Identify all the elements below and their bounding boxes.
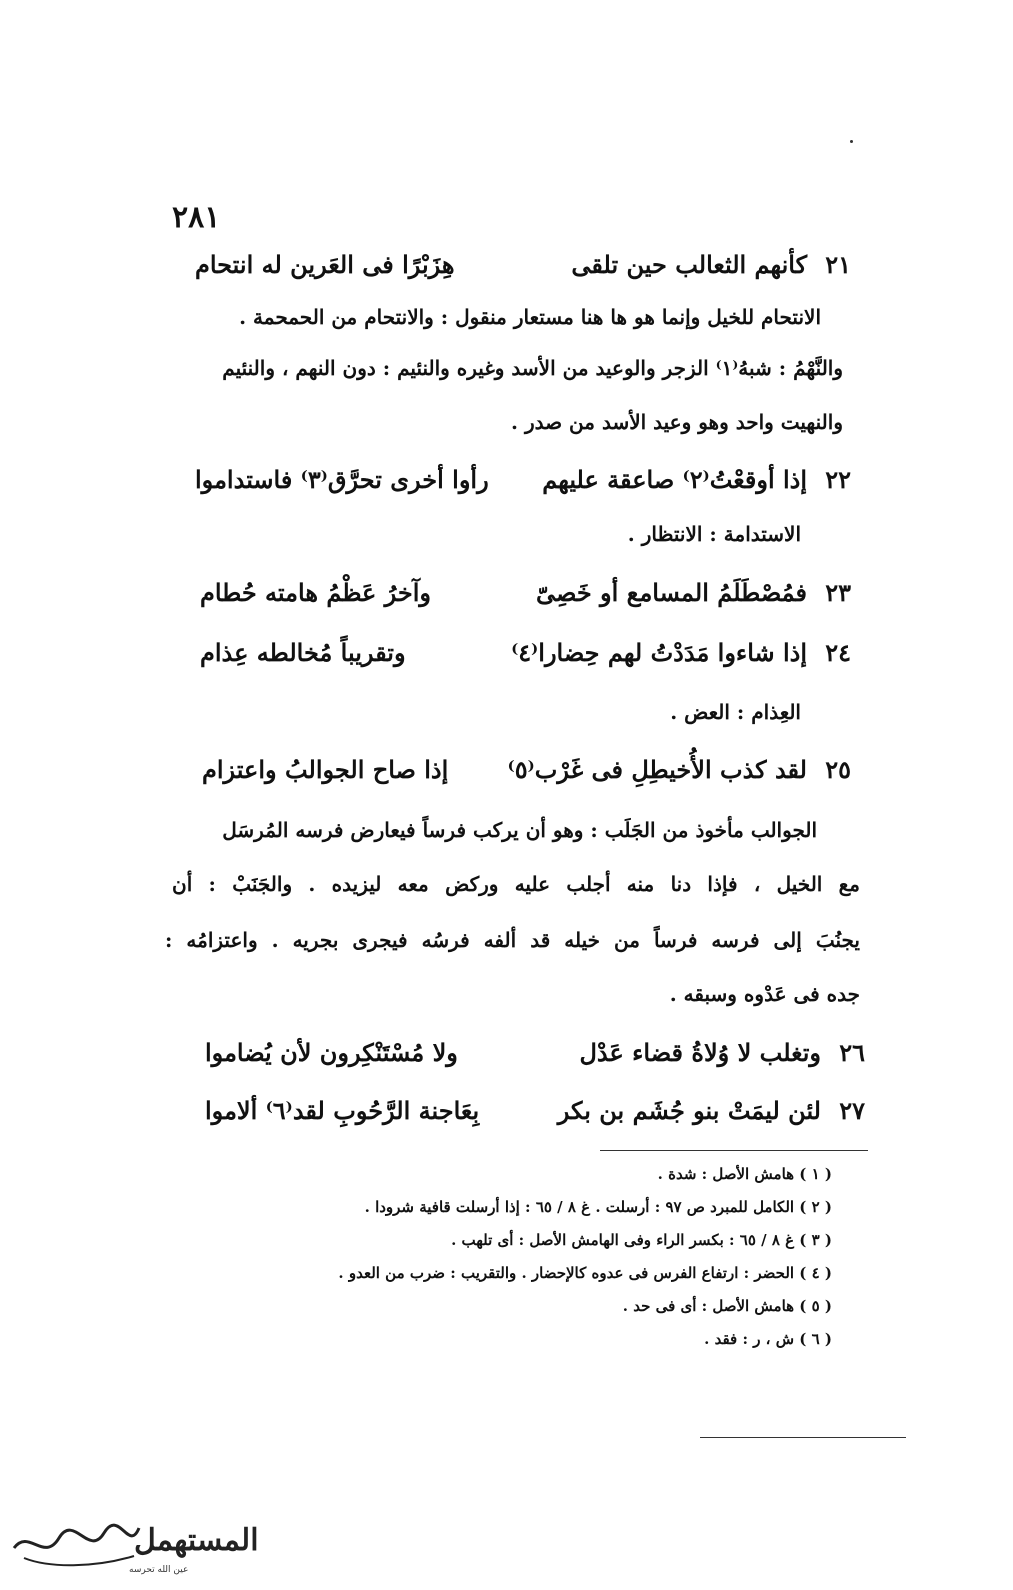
verse-26	[205, 1038, 865, 1072]
commentary-line: الجوالب مأخوذ من الجَلَب : وهو أن يركب فرساً فيعارض فرسه المُرسَل	[222, 818, 817, 842]
verse-hemistich-second: وتقريباً مُخالطه عِذام	[200, 638, 406, 667]
watermark-text: المستهمل	[134, 1523, 259, 1558]
verse-hemistich-first: لقد كذب الأُخيطِلِ فى غَرْب⁽٥⁾	[507, 755, 807, 784]
verse-number: ٢١	[825, 250, 851, 279]
verse-hemistich-second: هِزَبْرًا فى العَرين له انتحام	[195, 250, 455, 279]
verse-hemistich-second: إذا صاح الجوالبُ واعتزام	[202, 755, 449, 784]
verse-21	[195, 250, 851, 284]
commentary-line: الاستدامة : الانتظار .	[627, 522, 801, 546]
footnote: ( ٢ ) الكامل للمبرد ص ٩٧ : أرسلت . غ ٨ / ٦٥ : إذا أرسلت قافية شرودا .	[364, 1198, 832, 1216]
verse-22	[195, 465, 851, 499]
verse-25	[202, 755, 851, 789]
footnote: ( ٥ ) هامش الأصل : أى فى حد .	[622, 1297, 832, 1315]
verse-hemistich-second: بِعَاجنة الرَّحُوبِ لقد⁽٦⁾ ألاموا	[205, 1096, 480, 1125]
verse-hemistich-second: وآخرُ عَظْمُ هامته حُطام	[200, 578, 432, 607]
verse-23	[200, 578, 851, 612]
footnote: ( ٣ ) غ ٨ / ٦٥ : بكسر الراء وفى الهامش الأصل : أى تلهب .	[451, 1231, 832, 1249]
watermark-small-text: عين الله تحرسه	[129, 1565, 189, 1575]
commentary-line: جده فى عَدْوه وسبقه .	[669, 982, 860, 1006]
commentary-line: يجنُبَ إلى فرسه فرساً من خيله قد ألفه فرسُه فيجرى بجريه . واعتزامُه :	[165, 928, 860, 952]
verse-hemistich-second: رأوا أخرى تحرَّق⁽٣⁾ فاستداموا	[195, 465, 489, 494]
verse-24	[200, 638, 851, 672]
commentary-line: مع الخيل ، فإذا دنا منه أجلب عليه وركض معه ليزيده . والجَنَبْ : أن	[172, 872, 860, 896]
footnote: ( ٤ ) الحضر : ارتفاع الفرس فى عدوه كالإحضار . والتقريب : ضرب من العدو .	[338, 1264, 832, 1282]
verse-number: ٢٦	[839, 1038, 865, 1067]
commentary-line: والنهيت واحد وهو وعيد الأسد من صدر .	[511, 410, 843, 434]
verse-hemistich-first: فمُصْطَلَمُ المسامع أو خَصِىّ	[536, 578, 807, 607]
bottom-rule	[700, 1437, 906, 1438]
footnote: ( ٦ ) ش ، ر : فقد .	[704, 1330, 832, 1348]
stray-dot	[850, 140, 853, 143]
verse-number: ٢٣	[825, 578, 851, 607]
watermark-logo	[4, 1488, 259, 1578]
commentary-line: والنَّهْمُ : شبهُ⁽١⁾ الزجر والوعيد من الأسد وغيره والنئيم : دون النهم ، والنئيم	[222, 356, 843, 380]
verse-hemistich-second: ولا مُسْتَنْكِرون لأن يُضاموا	[205, 1038, 458, 1067]
verse-hemistich-first: لئن ليمَتْ بنو جُشَم بن بكر	[557, 1096, 821, 1125]
verse-hemistich-first: وتغلب لا وُلاةُ قضاء عَدْل	[579, 1038, 821, 1067]
footnotes	[160, 1158, 832, 1356]
verse-hemistich-first: كأنهم الثعالب حين تلقى	[571, 250, 807, 279]
footnote: ( ١ ) هامش الأصل : شدة .	[657, 1165, 832, 1183]
verse-hemistich-first: إذا شاءوا مَدَدْتُ لهم حِضارا⁽٤⁾	[511, 638, 807, 667]
footnote-separator	[600, 1150, 868, 1151]
verse-hemistich-first: إذا أوقعْتُ⁽٢⁾ صاعقة عليهم	[542, 465, 807, 494]
verse-number: ٢٢	[825, 465, 851, 494]
commentary-line: العِذام : العض .	[670, 700, 801, 724]
verse-27	[205, 1096, 865, 1130]
page-number: ٢٨١	[172, 200, 221, 235]
verse-number: ٢٤	[825, 638, 851, 667]
commentary-line: الانتحام للخيل وإنما هو ها هنا مستعار منقول : والانتحام من الحمحمة .	[239, 305, 821, 329]
verse-number: ٢٥	[825, 755, 851, 784]
verse-number: ٢٧	[839, 1096, 865, 1125]
